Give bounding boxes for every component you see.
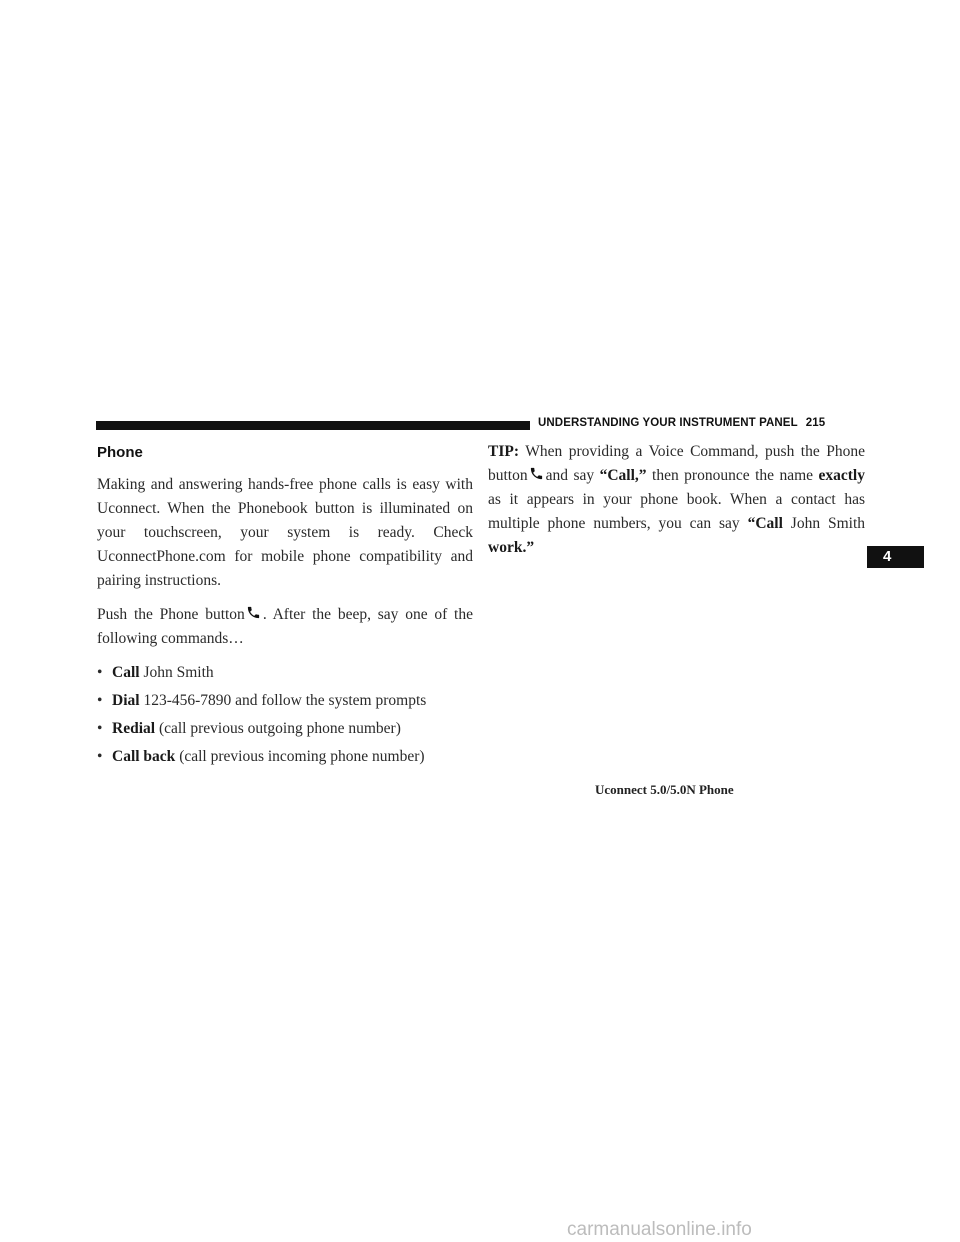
right-column xyxy=(488,440,865,570)
tip-paragraph xyxy=(488,440,865,560)
tip-emphasis: “Call xyxy=(747,515,783,532)
command-keyword: Call back xyxy=(112,748,176,765)
command-text: John Smith xyxy=(139,664,214,681)
command-keyword: Call xyxy=(112,664,140,681)
push-suffix: . After the beep, say one of the following commands… xyxy=(97,606,473,647)
command-text: 123-456-7890 and follow the system prompts xyxy=(139,692,427,709)
figure-caption: Uconnect 5.0/5.0N Phone xyxy=(595,782,734,797)
intro-paragraph: Making and answering hands-free phone calls is easy with Uconnect. When the Phonebook button is illuminated on your touchscreen, your system is ready. Check UconnectPhone.com for mobile phone compatibility and pairing instructions. xyxy=(97,476,473,589)
command-list xyxy=(97,661,473,769)
command-keyword: Redial xyxy=(112,720,156,737)
watermark: carmanualsonline.info xyxy=(567,1219,752,1240)
running-header xyxy=(538,417,825,429)
command-keyword: Dial xyxy=(112,692,140,709)
command-text: (call previous incoming phone number) xyxy=(175,748,425,765)
list-item xyxy=(97,661,473,685)
list-item xyxy=(97,689,473,713)
section-heading: Phone xyxy=(97,444,143,461)
list-item xyxy=(97,717,473,741)
tip-emphasis: “Call,” xyxy=(599,467,647,484)
phone-handset-icon xyxy=(246,605,261,620)
phone-handset-icon xyxy=(529,466,544,481)
tip-label: TIP: xyxy=(488,443,519,460)
push-instruction xyxy=(97,603,473,651)
header-rule xyxy=(96,421,530,430)
command-text: (call previous outgoing phone number) xyxy=(155,720,401,737)
list-item xyxy=(97,745,473,769)
tip-text: John Smith xyxy=(782,515,865,532)
header-title: UNDERSTANDING YOUR INSTRUMENT PANEL xyxy=(538,417,798,429)
tip-text: as it appears in your phone book. When a contact has multiple phone numbers, you can say xyxy=(488,491,865,532)
chapter-tab: 4 xyxy=(867,546,924,568)
tip-emphasis: work.” xyxy=(488,539,535,556)
page-number: 215 xyxy=(805,417,826,429)
tip-text: When providing a Voice Command, push the Phone button xyxy=(488,443,865,484)
push-prefix: Push the Phone button xyxy=(97,606,245,623)
tip-text: then pronounce the name xyxy=(646,467,819,484)
left-column xyxy=(97,440,473,773)
tip-emphasis: exactly xyxy=(818,467,865,484)
tip-text: and say xyxy=(545,467,600,484)
